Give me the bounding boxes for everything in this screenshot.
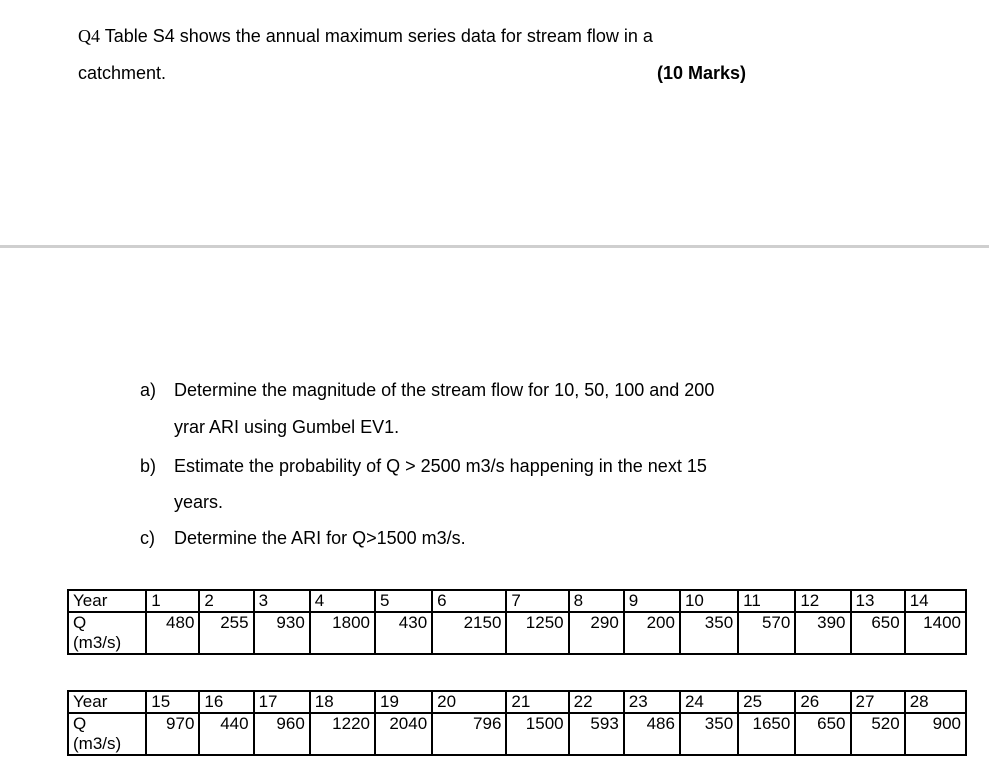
year-cell: 22 bbox=[569, 691, 624, 713]
flow-cell: 1650 bbox=[738, 713, 795, 755]
flow-cell: 970 bbox=[146, 713, 199, 755]
flow-cell: 1500 bbox=[506, 713, 568, 755]
year-cell: 5 bbox=[375, 590, 432, 612]
year-cell: 1 bbox=[146, 590, 199, 612]
year-cell: 25 bbox=[738, 691, 795, 713]
year-cell: 18 bbox=[310, 691, 375, 713]
year-cell: 7 bbox=[506, 590, 568, 612]
flow-cell: 390 bbox=[795, 612, 850, 654]
part-label: a) bbox=[140, 380, 157, 400]
flow-cell: 593 bbox=[569, 713, 624, 755]
flow-cell: 2040 bbox=[375, 713, 432, 755]
flow-row bbox=[68, 612, 966, 654]
stream-flow-table-2 bbox=[67, 690, 967, 756]
question-text-line-2: catchment. bbox=[78, 63, 167, 83]
flow-cell: 1220 bbox=[310, 713, 375, 755]
year-cell: 9 bbox=[624, 590, 680, 612]
flow-cell: 430 bbox=[375, 612, 432, 654]
flow-cell: 255 bbox=[199, 612, 253, 654]
flow-cell: 486 bbox=[624, 713, 680, 755]
year-cell: 6 bbox=[432, 590, 506, 612]
flow-cell: 960 bbox=[254, 713, 310, 755]
part-text-line-1: Determine the magnitude of the stream flow for 10, 50, 100 and 200 bbox=[174, 380, 715, 400]
year-cell: 28 bbox=[905, 691, 966, 713]
flow-cell: 1250 bbox=[506, 612, 568, 654]
flow-cell: 290 bbox=[569, 612, 624, 654]
flow-cell: 440 bbox=[199, 713, 253, 755]
year-cell: 19 bbox=[375, 691, 432, 713]
flow-cell: 350 bbox=[680, 713, 738, 755]
part-label: b) bbox=[140, 456, 157, 476]
year-row bbox=[68, 691, 966, 713]
flow-cell: 570 bbox=[738, 612, 795, 654]
flow-cell: 200 bbox=[624, 612, 680, 654]
flow-unit: (m3/s) bbox=[73, 734, 122, 753]
year-cell: 15 bbox=[146, 691, 199, 713]
question-number: Q4 bbox=[78, 26, 100, 46]
year-cell: 26 bbox=[795, 691, 850, 713]
year-cell: 17 bbox=[254, 691, 310, 713]
flow-unit: (m3/s) bbox=[73, 633, 122, 652]
flow-label: Q bbox=[73, 613, 87, 632]
year-cell: 13 bbox=[851, 590, 905, 612]
flow-cell: 796 bbox=[432, 713, 506, 755]
year-cell: 16 bbox=[199, 691, 253, 713]
year-cell: 20 bbox=[432, 691, 506, 713]
flow-cell: 650 bbox=[851, 612, 905, 654]
year-cell: 12 bbox=[795, 590, 850, 612]
year-cell: 27 bbox=[851, 691, 905, 713]
year-cell: 11 bbox=[738, 590, 795, 612]
year-cell: 8 bbox=[569, 590, 624, 612]
flow-cell: 350 bbox=[680, 612, 738, 654]
year-cell: 21 bbox=[506, 691, 568, 713]
page-divider bbox=[0, 245, 989, 248]
question-line-1 bbox=[78, 26, 653, 47]
stream-flow-table-1 bbox=[67, 589, 967, 655]
flow-label: Q bbox=[73, 714, 87, 733]
part-text-line-1: Determine the ARI for Q>1500 m3/s. bbox=[174, 528, 466, 548]
flow-cell: 930 bbox=[254, 612, 310, 654]
year-cell: 14 bbox=[905, 590, 966, 612]
year-cell: 10 bbox=[680, 590, 738, 612]
part-text-line-1: Estimate the probability of Q > 2500 m3/s happening in the next 15 bbox=[174, 456, 707, 476]
flow-cell: 480 bbox=[146, 612, 199, 654]
flow-cell: 520 bbox=[851, 713, 905, 755]
year-cell: 3 bbox=[254, 590, 310, 612]
flow-header bbox=[68, 612, 146, 654]
flow-cell: 1800 bbox=[310, 612, 375, 654]
year-cell: 23 bbox=[624, 691, 680, 713]
flow-header bbox=[68, 713, 146, 755]
year-header: Year bbox=[68, 590, 146, 612]
year-cell: 24 bbox=[680, 691, 738, 713]
part-text-line-2: years. bbox=[174, 492, 224, 512]
year-header: Year bbox=[68, 691, 146, 713]
flow-cell: 2150 bbox=[432, 612, 506, 654]
year-cell: 4 bbox=[310, 590, 375, 612]
question-text-line-1: Table S4 shows the annual maximum series data for stream flow in a bbox=[104, 26, 653, 46]
marks-label: (10 Marks) bbox=[657, 63, 747, 83]
flow-row bbox=[68, 713, 966, 755]
flow-cell: 650 bbox=[795, 713, 850, 755]
flow-cell: 1400 bbox=[905, 612, 966, 654]
year-cell: 2 bbox=[199, 590, 253, 612]
part-text-line-2: yrar ARI using Gumbel EV1. bbox=[174, 417, 400, 437]
part-label: c) bbox=[140, 528, 155, 548]
year-row bbox=[68, 590, 966, 612]
flow-cell: 900 bbox=[905, 713, 966, 755]
